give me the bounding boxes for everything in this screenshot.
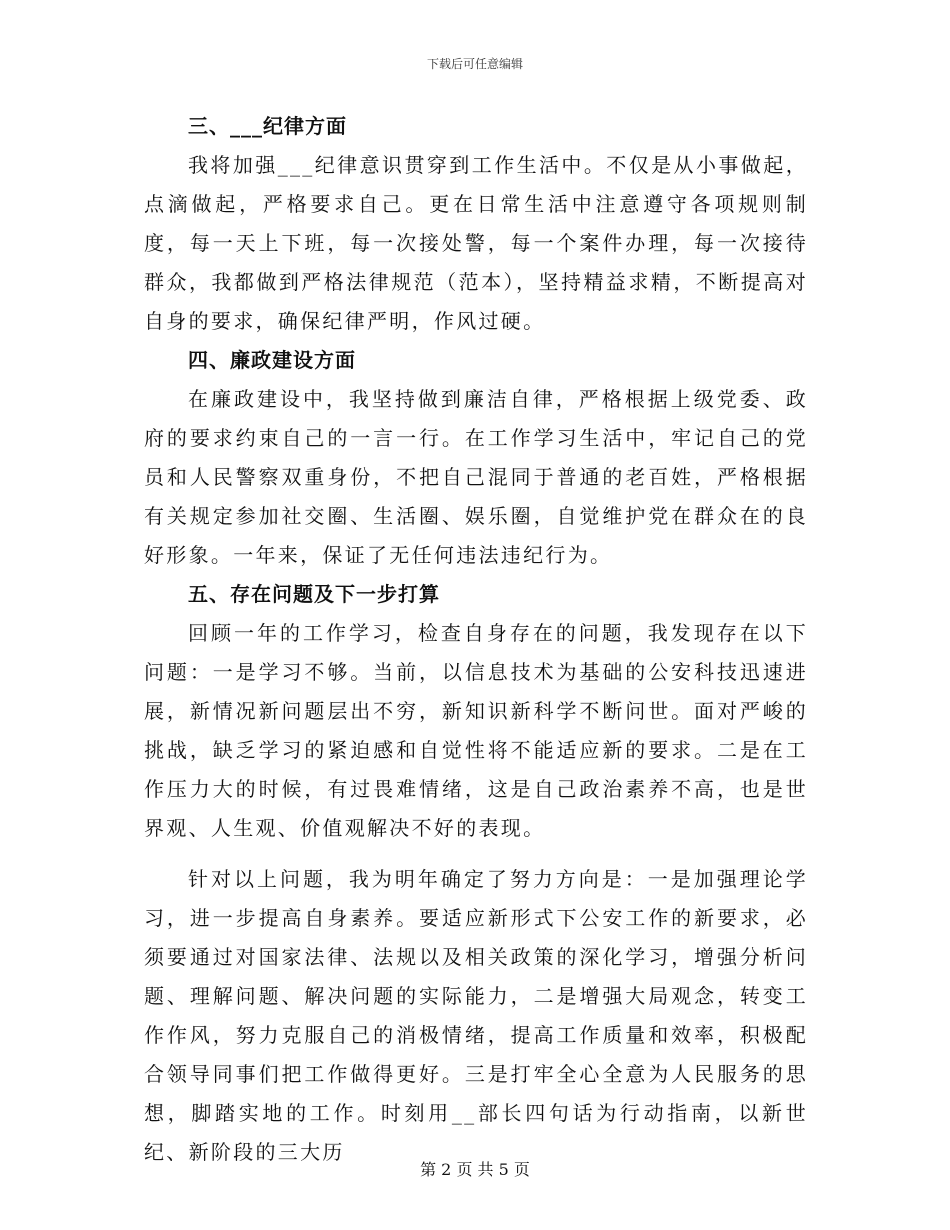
paragraph-plans: 针对以上问题，我为明年确定了努力方向是：一是加强理论学习，进一步提高自身素养。要适应新形式下公安工作的新要求，必须要通过对国家法律、法规以及相关政策的深化学习，增强分析问题、理解问题、解决问题的实际能力，二是增强大局观念，转变工作作风，努力克服自己的消极情绪，提高工作质量和效率，积极配合领导同事们把工作做得更好。三是打牢全心全意为人民服务的思想，脚踏实地的工作。时刻用__部长四句话为行动指南，以新世纪、新阶段的三大历 [144, 867, 808, 1164]
paragraph-problems: 回顾一年的工作学习，检查自身存在的问题，我发现存在以下问题：一是学习不够。当前，以信息技术为基础的公安科技迅速进展，新情况新问题层出不穷，新知识新科学不断问世。面对严峻的挑战，缺乏学习的紧迫感和自觉性将不能适应新的要求。二是在工作压力大的时候，有过畏难情绪，这是自己政治素养不高，也是世界观、人生观、价值观解决不好的表现。 [144, 621, 808, 840]
section-heading-integrity: 四、廉政建设方面 [188, 348, 356, 372]
page-header-note: 下载后可任意编辑 [426, 57, 523, 71]
document-body [144, 107, 808, 1172]
paragraph-discipline: 我将加强___纪律意识贯穿到工作生活中。不仅是从小事做起，点滴做起，严格要求自己。更在日常生活中注意遵守各项规则制度，每一天上下班，每一次接处警，每一个案件办理，每一次接待群众，我都做到严格法律规范（范本），坚持精益求精，不断提高对自身的要求，确保纪律严明，作风过硬。 [144, 153, 808, 333]
paragraph-integrity: 在廉政建设中，我坚持做到廉洁自律，严格根据上级党委、政府的要求约束自己的一言一行。在工作学习生活中，牢记自己的党员和人民警察双重身份，不把自己混同于普通的老百姓，严格根据有关规定参加社交圈、生活圈、娱乐圈，自觉维护党在群众在的良好形象。一年来，保证了无任何违法违纪行为。 [144, 387, 808, 567]
section-heading-discipline: 三、___纪律方面 [188, 114, 347, 138]
page-number-footer: 第 2 页 共 5 页 [420, 1160, 530, 1179]
section-heading-problems: 五、存在问题及下一步打算 [188, 582, 440, 606]
